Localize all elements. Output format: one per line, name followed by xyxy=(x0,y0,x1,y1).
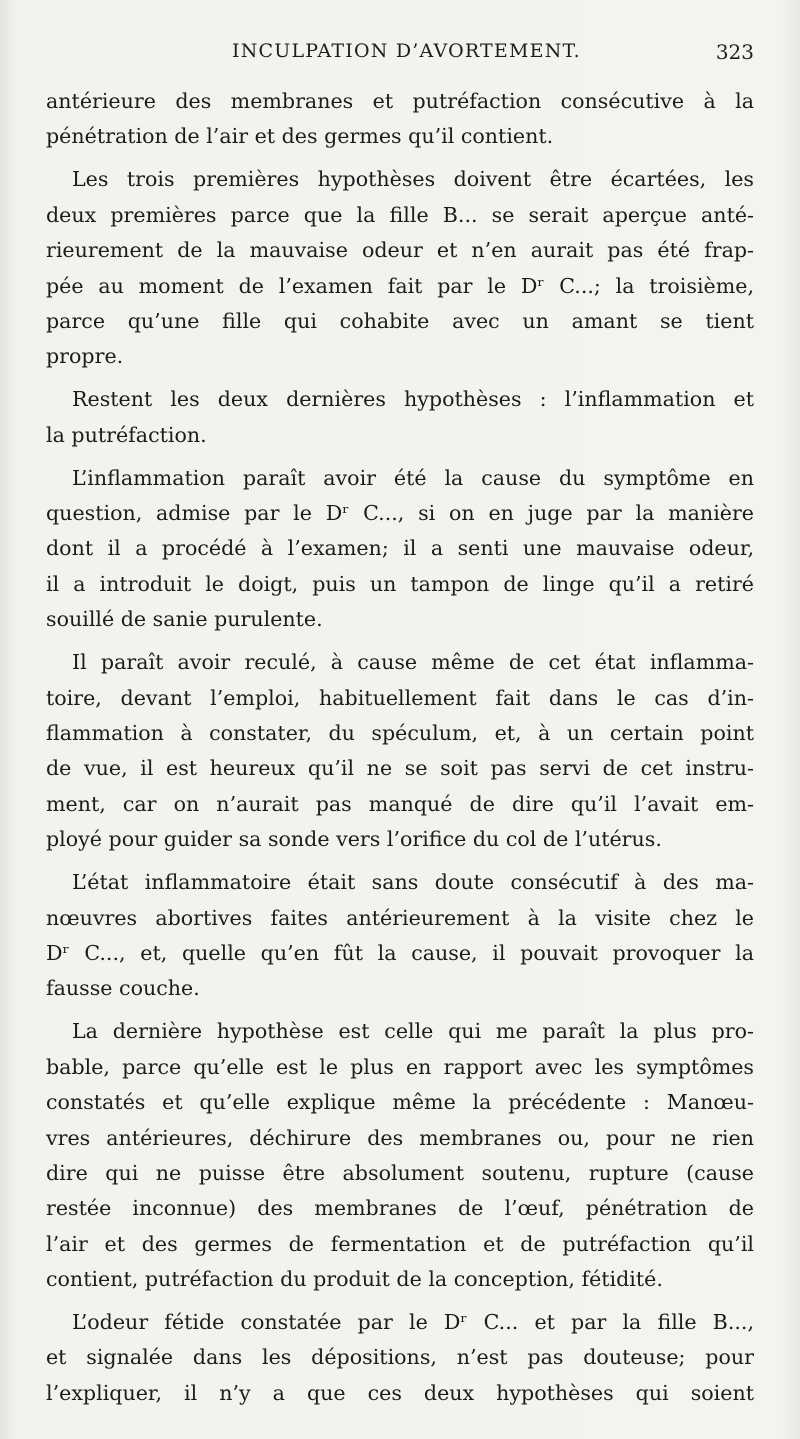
text-line: restée inconnue) des membranes de l’œuf, pénétration de xyxy=(46,1196,754,1221)
text-line: pénétration de l’air et des germes qu’il contient. xyxy=(46,124,554,149)
text-line: question, admise par le Dʳ C..., si on en juge par la manière xyxy=(46,501,754,526)
paragraph xyxy=(46,1305,754,1411)
text-line: l’expliquer, il n’y a que ces deux hypothèses qui soient xyxy=(46,1380,754,1405)
text-line: propre. xyxy=(46,344,124,369)
paragraph xyxy=(46,84,754,155)
text-line: Restent les deux dernières hypothèses : l’inflammation et xyxy=(72,387,754,412)
page-number: 323 xyxy=(715,40,754,64)
running-title: INCULPATION D’AVORTEMENT. xyxy=(232,40,581,62)
text-line: et signalée dans les dépositions, n’est pas douteuse; pour xyxy=(46,1345,754,1370)
paragraph xyxy=(46,461,754,638)
paragraph xyxy=(46,382,754,453)
text-line: de vue, il est heureux qu’il ne se soit pas servi de cet instru- xyxy=(46,756,754,781)
text-line: L’odeur fétide constatée par le Dʳ C... et par la fille B..., xyxy=(72,1310,754,1335)
page-header xyxy=(46,36,754,70)
text-line: vres antérieures, déchirure des membranes ou, pour ne rien xyxy=(46,1125,754,1150)
text-line: antérieure des membranes et putréfaction consécutive à la xyxy=(46,89,754,113)
text-line: la putréfaction. xyxy=(46,422,207,447)
text-line: Dʳ C..., et, quelle qu’en fût la cause, il pouvait provoquer la xyxy=(46,940,754,965)
text-line: fausse couche. xyxy=(46,976,200,1001)
text-line: parce qu’une fille qui cohabite avec un amant se tient xyxy=(46,308,754,333)
text-line: bable, parce qu’elle est le plus en rapport avec les symptômes xyxy=(46,1054,754,1079)
text-line: pée au moment de l’examen fait par le Dʳ C...; la troisième, xyxy=(46,273,754,298)
text-line: L’inflammation paraît avoir été la cause du symptôme en xyxy=(72,465,754,490)
text-line: deux premières parce que la fille B... se serait aperçue anté- xyxy=(46,202,754,227)
text-line: il a introduit le doigt, puis un tampon de linge qu’il a retiré xyxy=(46,571,754,596)
body-text xyxy=(46,84,754,1411)
text-line: l’air et des germes de fermentation et de putréfaction qu’il xyxy=(46,1231,754,1256)
text-line: constatés et qu’elle explique même la précédente : Manœu- xyxy=(46,1090,754,1115)
text-line: contient, putréfaction du produit de la conception, fétidité. xyxy=(46,1267,663,1292)
text-line: dire qui ne puisse être absolument soutenu, rupture (cause xyxy=(46,1160,754,1185)
text-line: flammation à constater, du spéculum, et, à un certain point xyxy=(46,721,754,746)
paragraph xyxy=(46,162,754,374)
paragraph xyxy=(46,645,754,857)
text-line: La dernière hypothèse est celle qui me paraît la plus pro- xyxy=(72,1019,754,1044)
text-line: Il paraît avoir reculé, à cause même de cet état inflamma- xyxy=(72,650,754,675)
text-line: toire, devant l’emploi, habituellement fait dans le cas d’in- xyxy=(46,685,754,710)
text-line: nœuvres abortives faites antérieurement à la visite chez le xyxy=(46,905,754,930)
paragraph xyxy=(46,1014,754,1297)
text-line: ment, car on n’aurait pas manqué de dire qu’il l’avait em- xyxy=(46,791,754,816)
text-line: souillé de sanie purulente. xyxy=(46,607,323,632)
text-line: dont il a procédé à l’examen; il a senti une mauvaise odeur, xyxy=(46,536,754,561)
paragraph xyxy=(46,865,754,1007)
text-line: ployé pour guider sa sonde vers l’orifice du col de l’utérus. xyxy=(46,827,662,852)
text-line: L’état inflammatoire était sans doute consécutif à des ma- xyxy=(72,870,754,895)
text-line: rieurement de la mauvaise odeur et n’en aurait pas été frap- xyxy=(46,238,754,263)
text-line: Les trois premières hypothèses doivent être écartées, les xyxy=(72,167,754,192)
